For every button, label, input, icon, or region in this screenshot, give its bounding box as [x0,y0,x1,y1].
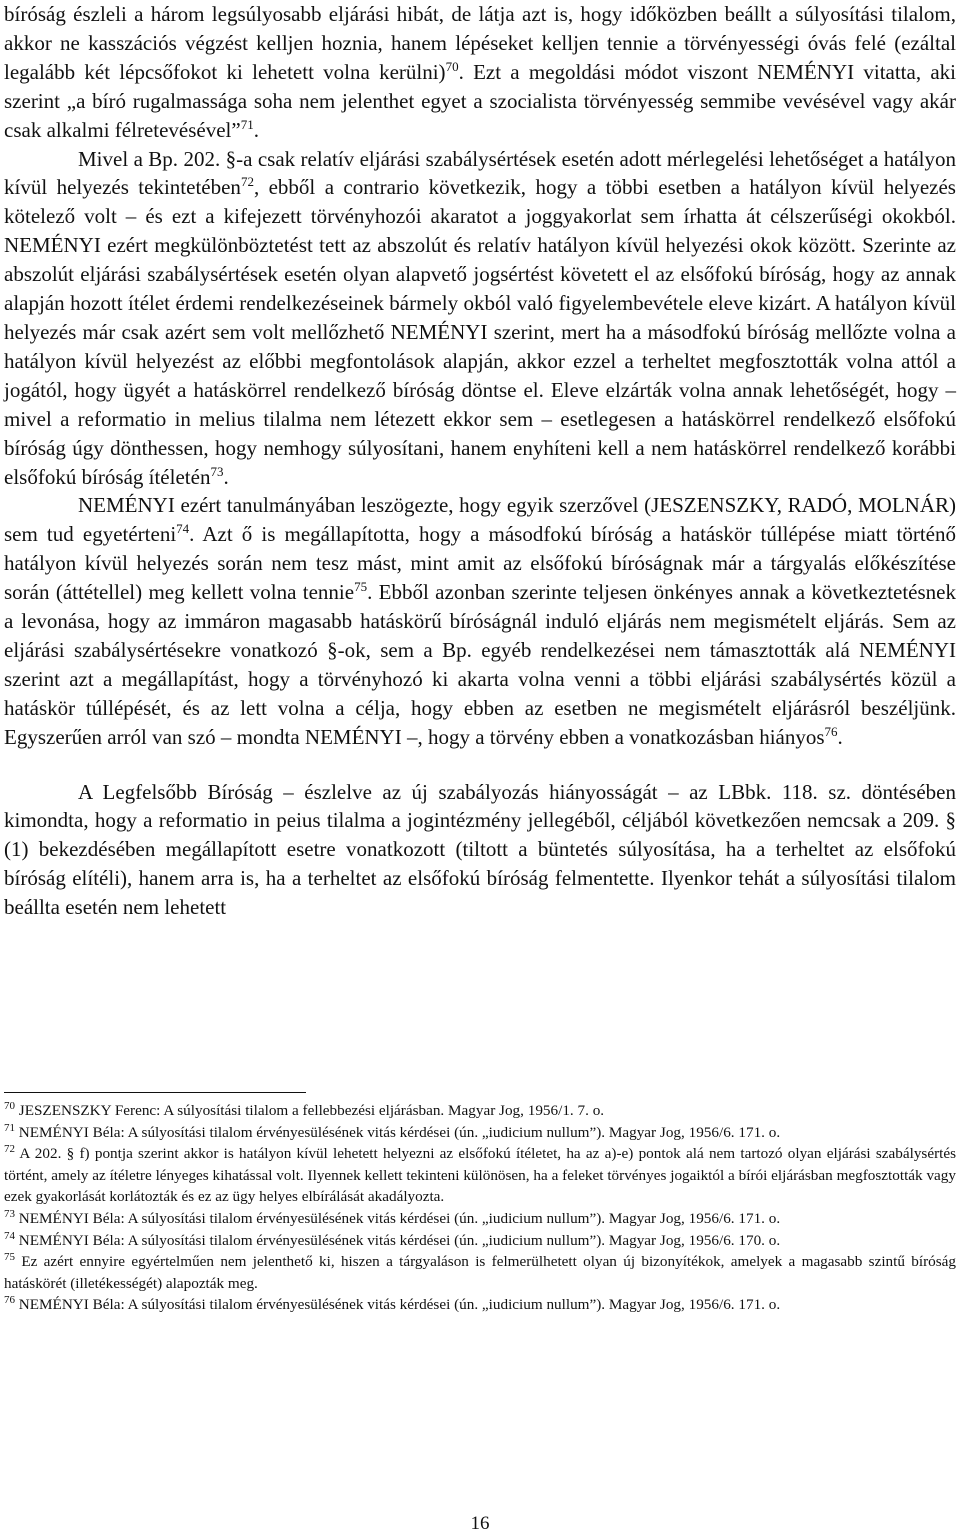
paragraph-4 [4,778,956,923]
paragraph-1 [4,0,956,145]
footnote-text: NEMÉNYI Béla: A súlyosítási tilalom érvényesülésének vitás kérdései (ún. „iudicium nullum”). Magyar Jog, 1956/6. 170. o. [18,1231,781,1249]
paragraph-3 [4,491,956,751]
footnote [4,1100,956,1122]
paragraph-text: . Azt ő is megállapította, hogy a másodfokú bíróság a hatáskör túllépése miatt történő hatályon kívül helyezés során nem tesz mást, mint amit az elsőfokú bíróságnak már a tárgyalás előkészítése során (áttétellel) meg kellett volna tennie [4,522,956,605]
footnote-ref-76: 76 [824,723,838,739]
paragraph-text: . Ebből azonban szerinte teljesen önkényes annak a következtetésnek a levonása, hogy az immáron magasabb hatáskörű bíróságnál induló eljárás nem megismételt eljárás. Sem az eljárási szabálysértésekre vonatkozó §-ok, sem a Bp. egyéb rendelkezései nem támasztották alá NEMÉNYI szerint azt a megállapítást, hogy a törvényhozó ki akarta volna venni a többi eljárási szabálysértés közül a hatáskör túllépését, és az lett volna a célja, hogy ebben az esetben ne megismételt eljárásról beszéljünk. Egyszerűen arról van szó – mondta NEMÉNYI –, hogy a törvény ebben a vonatkozásban hiányos [4,580,956,749]
paragraph-text: NEMÉNYI ezért tanulmányában leszögezte, hogy egyik szerzővel (JESZENSZKY, RADÓ, MOLNÁR) sem tud egyetérteni [4,493,956,547]
footnote-text: JESZENSZKY Ferenc: A súlyosítási tilalom a fellebbezési eljárásban. Magyar Jog, 1956/1. 7. o. [18,1102,605,1119]
body-text [4,0,956,922]
footnote-number: 73 [4,1207,15,1220]
paragraph-text: . [223,464,229,489]
footnote [4,1294,956,1316]
footnote-text: NEMÉNYI Béla: A súlyosítási tilalom érvényesülésének vitás kérdései (ún. „iudicium nullum”). Magyar Jog, 1956/6. 171. o. [18,1296,781,1314]
paragraph-text: . [253,117,259,142]
footnote [4,1230,956,1252]
footnote [4,1143,956,1208]
footnote-ref-72: 72 [240,174,254,190]
footnote-ref-70: 70 [445,58,459,74]
footnotes [4,1100,956,1316]
footnote-number: 72 [4,1143,15,1156]
footnote-text: A 202. § f) pontja szerint akkor is hatályon kívül lehetett helyezni az elsőfokú ítéletet, ha az a)-e) pontok alá nem tartozó olyan eljárási szabálysértés történt, amely az ítéletre lényeges kihatással volt. Ilyennek kellett tekinteni különösen, ha a feleket törvényes jogaiktól a bírói eljárásban megfosztották vagy ezek gyakorlását korlátozták és ez az ügy helyes elbírálását akadályozta. [4,1145,956,1206]
footnote [4,1251,956,1294]
footnote-number: 70 [4,1100,15,1112]
footnote-number: 74 [4,1229,15,1242]
paragraph-text: Mivel a Bp. 202. §-a csak relatív eljárási szabálysértések esetén adott mérlegelési lehetőséget a hatályon kívül helyezés tekintetében [4,146,956,200]
paragraph-text: bíróság észleli a három legsúlyosabb eljárási hibát, de látja azt is, hogy időközben beállt a súlyosítási tilalom, akkor ne kasszációs végzést kelljen hoznia, hanem lépéseket kelljen tennie a törvényességi óvás felé (ezáltal legalább két lépcsőfokot ki lehetett volna kerülni) [4,2,956,84]
footnote-text: NEMÉNYI Béla: A súlyosítási tilalom érvényesülésének vitás kérdései (ún. „iudicium nullum”). Magyar Jog, 1956/6. 171. o. [18,1209,781,1227]
footnote-number: 75 [4,1251,15,1264]
footnote-number: 76 [4,1294,15,1307]
paragraph-text: . [837,724,843,749]
paragraph-2 [4,145,956,492]
footnote-text: NEMÉNYI Béla: A súlyosítási tilalom érvényesülésének vitás kérdései (ún. „iudicium nullum”). Magyar Jog, 1956/6. 171. o. [18,1123,781,1141]
paragraph-text: . Ezt a megoldási módot viszont NEMÉNYI vitatta, aki szerint „a bíró rugalmassága soha nem jelenthet egyet a szocialista törvényesség semmibe vevésével vagy akár csak alkalmi félretevésével” [4,59,957,142]
footnote-ref-75: 75 [354,579,368,595]
footnote-ref-73: 73 [210,463,224,479]
paragraph-text: , ebből a contrario következik, hogy a többi esetben a hatályon kívül helyezés kötelező volt – és ezt a kifejezett törvényhozói akaratot a joggyakorlat sem írhatta át célszerűségi okokból. NEMÉNYI ezért megkülönböztetést tett az abszolút és relatív hatályon kívül helyezési okok között. Szerinte az abszolút eljárási szabálysértések esetén olyan alapvető jogsértést követett el az elsőfokú bíróság, hogy az annak alapján hozott ítélet érdemi rendelkezéseinek bármely okból való figyelembevétele eleve kizárt. A hatályon kívül helyezés már csak azért sem volt mellőzhető NEMÉNYI szerint, mert ha a másodfokú bíróság mellőzte volna a hatályon kívül helyezést az előbbi megfontolások alapján, akkor ezzel a terheltet megfosztották volna attól a jogától, hogy ügyét a hatáskörrel rendelkező bíróság döntse el. Eleve elzárták volna annak lehetőségét, hogy – mivel a reformatio in melius tilalma nem létezett ekkor sem – esetlegesen a hatáskörrel rendelkező elsőfokú bíróság úgy dönthessen, hogy nemhogy súlyosítani, hanem enyhíteni kell a nem hatáskörrel rendelkező korábbi elsőfokú bíróság ítéletén [4,175,956,489]
paragraph-text: A Legfelsőbb Bíróság – észlelve az új szabályozás hiányosságát – az LBbk. 118. sz. döntésében kimondta, hogy a reformatio in peius tilalma a jogintézmény jellegéből, céljából következően nemcsak a 209. § (1) bekezdésében megállapított esetre vonatkozott (tiltott a büntetés súlyosítása, ha a terheltet az elsőfokú bíróság elítéli), hanem arra is, ha a terheltet az elsőfokú bíróság felmentette. Ilyenkor tehát a súlyosítási tilalom beállta esetén nem lehetett [4,779,956,920]
footnote-text: Ez azért ennyire egyértelműen nem jelenthető ki, hiszen a tárgyaláson is felmerülhetett olyan új bizonyítékok, amelyek a magasabb szintű bíróság hatáskörét (illetékességét) alapozták meg. [4,1253,956,1292]
page-number: 16 [470,1513,490,1534]
footnote-separator [4,1092,306,1093]
footnote [4,1122,956,1144]
footnote-ref-74: 74 [176,521,190,537]
footnote-ref-71: 71 [240,116,254,132]
footnote [4,1208,956,1230]
footnote-number: 71 [4,1121,15,1134]
